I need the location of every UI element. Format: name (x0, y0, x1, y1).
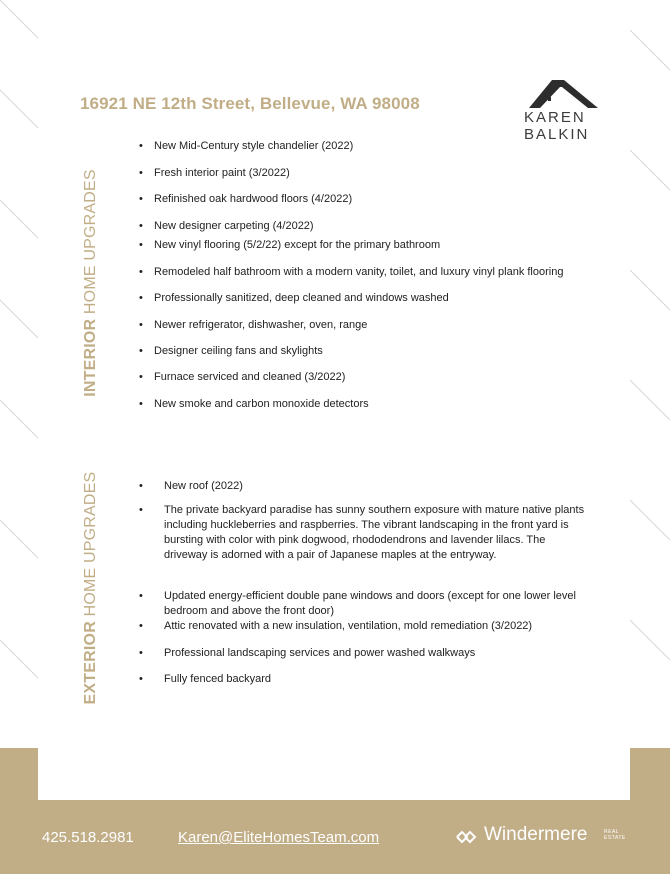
interior-title-strong: INTERIOR (82, 318, 99, 397)
email-link[interactable]: Karen@EliteHomesTeam.com (178, 829, 380, 846)
exterior-title-strong: EXTERIOR (82, 621, 99, 705)
agent-logo (524, 74, 604, 144)
property-address: 16921 NE 12th Street, Bellevue, WA 98008 (80, 94, 420, 113)
phone-number[interactable]: 425.518.2981 (42, 829, 134, 846)
exterior-section-title (82, 472, 100, 705)
interior-section-title (82, 169, 100, 397)
house-roof-icon (524, 74, 604, 110)
windermere-brand: Windermere (484, 824, 588, 845)
logo-last-name: BALKIN (524, 126, 590, 143)
windermere-brand-sub: REAL ESTATE (604, 829, 626, 841)
exterior-title-light: HOME UPGRADES (82, 471, 99, 622)
interior-title-light: HOME UPGRADES (82, 169, 99, 319)
logo-first-name: KAREN (524, 109, 586, 126)
windermere-logo-icon (456, 829, 482, 845)
